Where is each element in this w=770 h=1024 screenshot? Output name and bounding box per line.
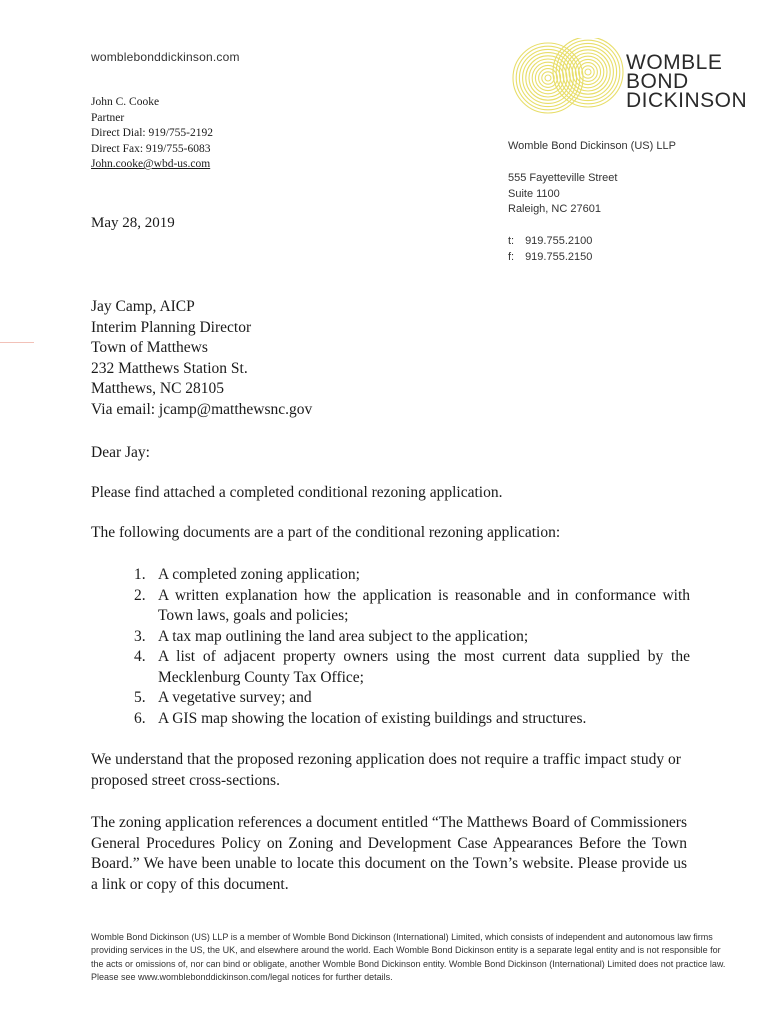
address-street: 555 Fayetteville Street: [508, 172, 618, 184]
sender-direct-dial: Direct Dial: 919/755-2192: [91, 127, 214, 139]
phone-label: t:: [508, 235, 515, 247]
paragraph-traffic-study: We understand that the proposed rezoning application does not require a traffic impact study or proposed street cross-sections.: [91, 751, 681, 789]
list-item: 6. A GIS map showing the location of existing buildings and structures.: [134, 709, 587, 727]
sender-title: Partner: [91, 111, 125, 124]
list-item: 2. A written explanation how the application is reasonable and in conformance with Town laws, goals and policies;: [134, 586, 690, 624]
recipient-block: [91, 297, 312, 420]
website-header: womblebonddickinson.com: [91, 50, 240, 64]
sender-direct-fax: Direct Fax: 919/755-6083: [91, 142, 211, 155]
recipient-title: Interim Planning Director: [91, 318, 252, 336]
documents-list: [134, 565, 690, 729]
fax-label: f:: [508, 250, 515, 263]
logo-line-dickinson: DICKINSON: [626, 89, 748, 112]
firm-logo-text: [626, 53, 747, 110]
margin-mark: [0, 342, 34, 343]
list-item: 4. A list of adjacent property owners using the most current data supplied by the Mecklenburg County Tax Office;: [134, 648, 690, 686]
list-item: 3. A tax map outlining the land area subject to the application;: [134, 627, 529, 645]
paragraph-attached: Please find attached a completed conditional rezoning application.: [91, 484, 503, 501]
recipient-city: Matthews, NC 28105: [91, 380, 225, 397]
logo-line-womble: WOMBLE: [626, 51, 723, 74]
recipient-name: Jay Camp, AICP: [91, 298, 195, 315]
sender-name: John C. Cooke: [91, 96, 160, 108]
paragraph-documents-intro: The following documents are a part of the conditional rezoning application:: [91, 524, 561, 541]
address-suite: Suite 1100: [508, 187, 560, 200]
phone-value: 919.755.2100: [525, 235, 593, 247]
sender-block: [91, 95, 213, 173]
letter-date: May 28, 2019: [91, 215, 175, 231]
fax-value: 919.755.2150: [525, 250, 593, 263]
phone-row: [508, 234, 592, 250]
fax-row: [508, 250, 592, 266]
address-city: Raleigh, NC 27601: [508, 203, 601, 215]
recipient-street: 232 Matthews Station St.: [91, 359, 248, 377]
list-item: 5. A vegetative survey; and: [134, 689, 312, 706]
logo-line-bond: BOND: [626, 70, 689, 93]
firm-name: Womble Bond Dickinson (US) LLP: [508, 140, 676, 152]
legal-footer: Womble Bond Dickinson (US) LLP is a member of Womble Bond Dickinson (International) Limited, which consists of independent and autonomous law firms providing services in the US, the UK, and elsewhere around the world. Each Womble Bond Dickinson entity is a separate legal entity and is not responsible for the acts or omissions of, nor can bind or obligate, another Womble Bond Dickinson entity. Womble Bond Dickinson (International) Limited does not practice law. Please see www.womblebonddickinson.com/legal notices for further details.: [91, 932, 726, 983]
firm-address: [508, 171, 617, 218]
sender-email-link[interactable]: John.cooke@wbd-us.com: [91, 158, 211, 170]
recipient-email: Via email: jcamp@matthewsnc.gov: [91, 400, 313, 418]
recipient-org: Town of Matthews: [91, 339, 208, 356]
list-item: 1. A completed zoning application;: [134, 566, 360, 583]
firm-phones: [508, 234, 592, 265]
paragraph-policy-request: The zoning application references a document entitled “The Matthews Board of Commissioners General Procedures Policy on Zoning and Development Case Appearances Before the Town Board.” We have been unable to locate this document on the Town’s website. Please provide us a link or copy of this document.: [91, 814, 687, 893]
salutation: Dear Jay:: [91, 444, 150, 461]
